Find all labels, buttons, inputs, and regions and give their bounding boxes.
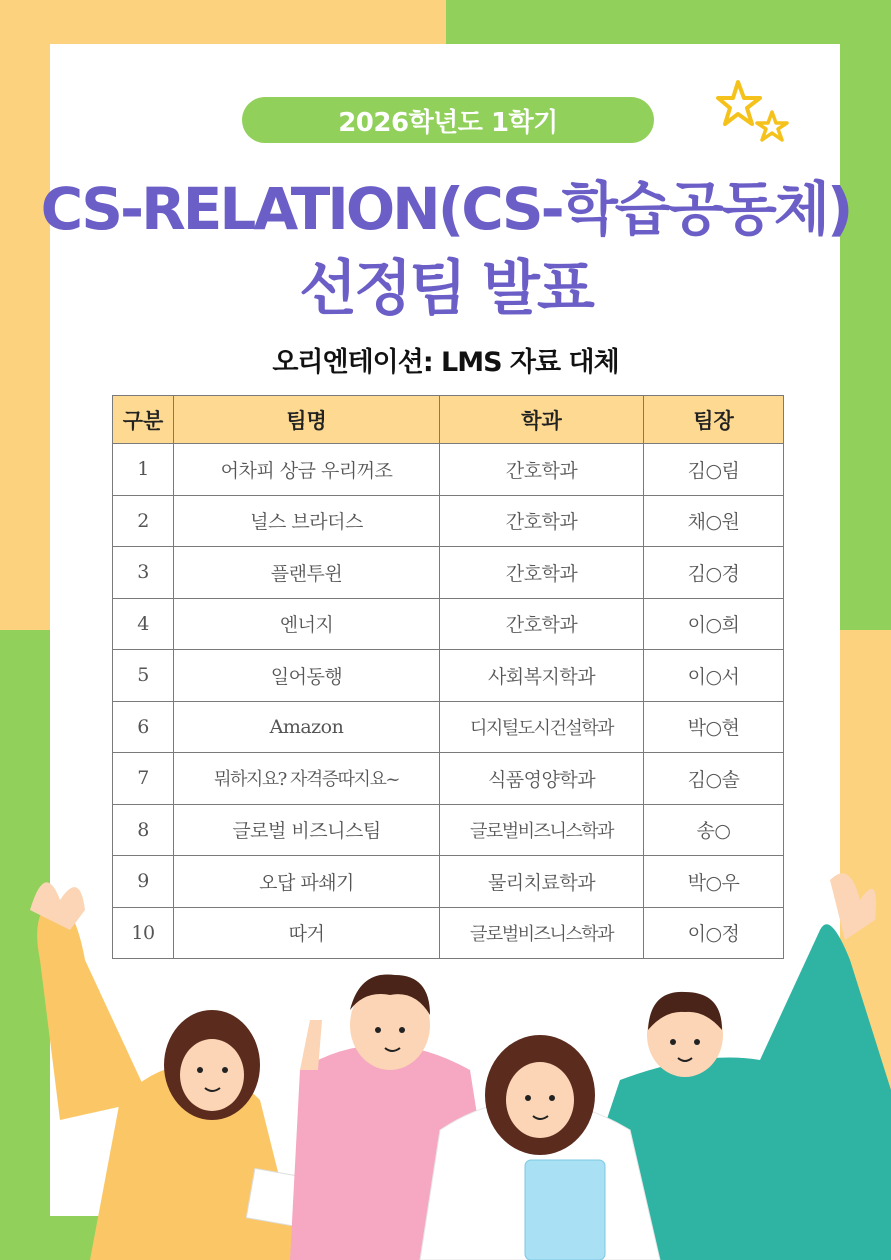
cell-team: 오답 파쇄기 — [174, 856, 440, 908]
cell-team: 글로벌 비즈니스팀 — [174, 804, 440, 856]
cell-no: 1 — [113, 444, 174, 496]
table-row — [113, 444, 784, 496]
cell-no: 6 — [113, 701, 174, 753]
cell-dept: 간호학과 — [440, 547, 644, 599]
table-row — [113, 650, 784, 702]
semester-badge: 2026학년도 1학기 — [242, 97, 654, 143]
star-icon — [757, 112, 787, 140]
page-title-line2: 선정팀 발표 — [299, 254, 592, 324]
cell-leader: 김○경 — [644, 547, 784, 599]
cell-no: 5 — [113, 650, 174, 702]
cell-no: 9 — [113, 856, 174, 908]
star-icon — [718, 82, 760, 124]
cell-leader: 이○정 — [644, 907, 784, 959]
table-row — [113, 598, 784, 650]
cell-leader: 송○ — [644, 804, 784, 856]
table-row — [113, 701, 784, 753]
table-row — [113, 495, 784, 547]
cell-no: 3 — [113, 547, 174, 599]
cell-dept: 글로벌비즈니스학과 — [440, 907, 644, 959]
table-header-row — [113, 396, 784, 444]
cell-no: 10 — [113, 907, 174, 959]
cell-dept: 물리치료학과 — [440, 856, 644, 908]
table-row — [113, 753, 784, 805]
cell-dept: 식품영양학과 — [440, 753, 644, 805]
cell-dept: 간호학과 — [440, 444, 644, 496]
cell-leader: 김○림 — [644, 444, 784, 496]
cell-dept: 글로벌비즈니스학과 — [440, 804, 644, 856]
cell-no: 7 — [113, 753, 174, 805]
table-row — [113, 547, 784, 599]
cell-no: 4 — [113, 598, 174, 650]
cell-leader: 이○서 — [644, 650, 784, 702]
cell-leader: 김○솔 — [644, 753, 784, 805]
cell-dept: 사회복지학과 — [440, 650, 644, 702]
table-row — [113, 804, 784, 856]
cell-leader: 이○희 — [644, 598, 784, 650]
student-yellow-figure — [30, 882, 334, 1260]
cell-no: 2 — [113, 495, 174, 547]
cell-team: 엔너지 — [174, 598, 440, 650]
cell-team: 널스 브라더스 — [174, 495, 440, 547]
cell-dept: 간호학과 — [440, 495, 644, 547]
cell-team: 어차피 상금 우리꺼조 — [174, 444, 440, 496]
cell-team: 따거 — [174, 907, 440, 959]
column-header-team: 팀명 — [174, 396, 440, 444]
cell-leader: 박○현 — [644, 701, 784, 753]
cell-team: 뭐하지요? 자격증따지요~ — [174, 753, 440, 805]
column-header-dept: 학과 — [440, 396, 644, 444]
cell-no: 8 — [113, 804, 174, 856]
students-illustration — [0, 870, 891, 1260]
cell-leader: 채○원 — [644, 495, 784, 547]
column-header-no: 구분 — [113, 396, 174, 444]
cell-leader: 박○우 — [644, 856, 784, 908]
column-header-leader: 팀장 — [644, 396, 784, 444]
page-title: CS-RELATION(CS-학습공동체) — [40, 175, 851, 243]
cell-team: 일어동행 — [174, 650, 440, 702]
subtitle: 오리엔테이션: LMS 자료 대체 — [272, 347, 619, 378]
cell-team: Amazon — [174, 701, 440, 753]
cell-team: 플랜투윈 — [174, 547, 440, 599]
cell-dept: 간호학과 — [440, 598, 644, 650]
stars-decoration — [716, 78, 796, 148]
cell-dept: 디지털도시건설학과 — [440, 701, 644, 753]
